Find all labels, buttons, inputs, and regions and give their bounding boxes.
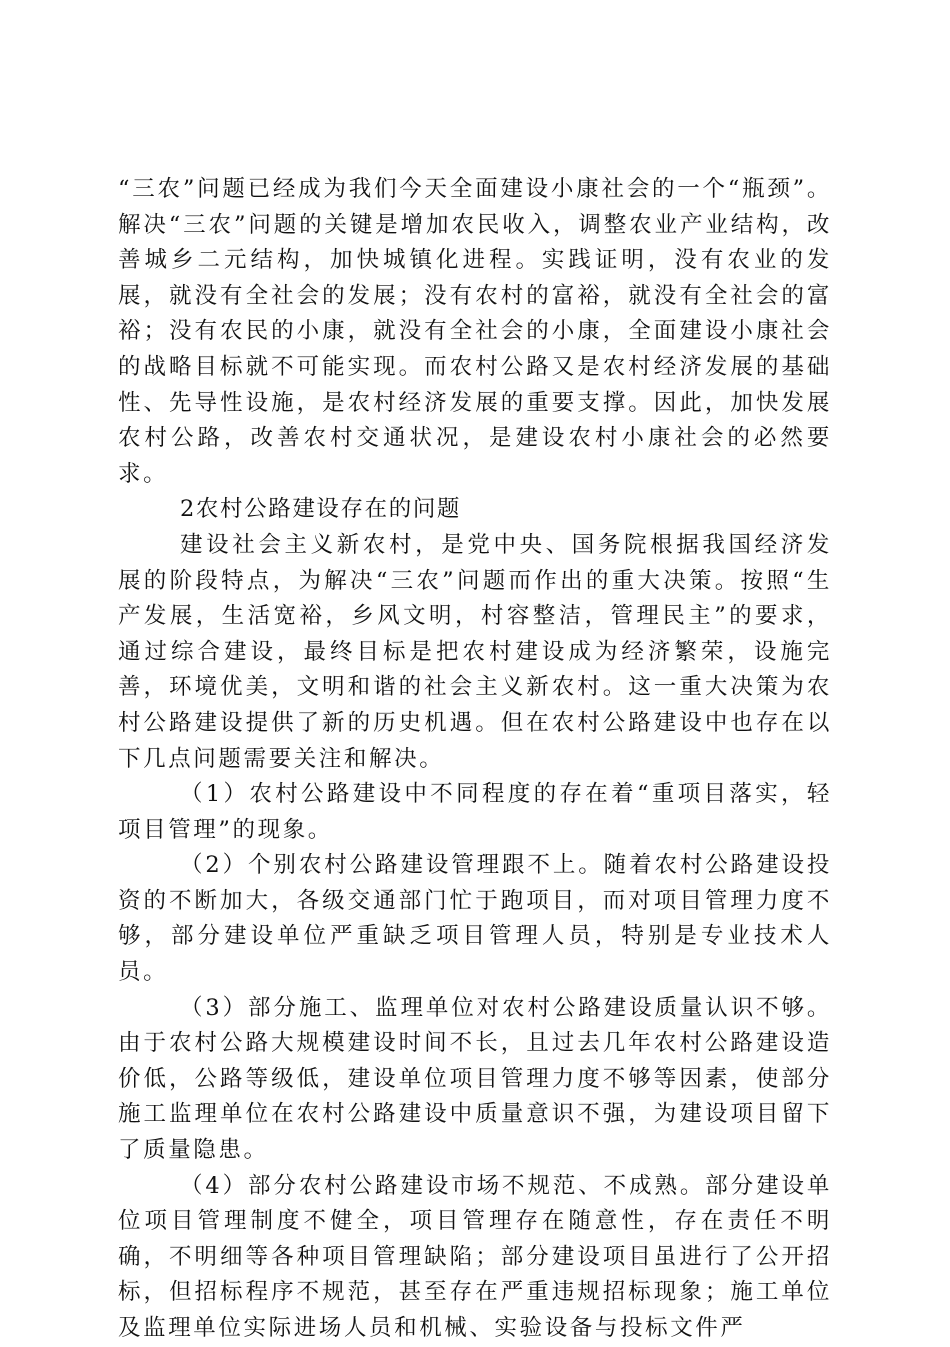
list-item-1: （1）农村公路建设中不同程度的存在着“重项目落实，轻项目管理”的现象。 (118, 781, 832, 843)
document-body (118, 172, 832, 1347)
paragraph-new-countryside: 建设社会主义新农村，是党中央、国务院根据我国经济发展的阶段特点，为解决“三农”问题而作出的重大决策。按照“生产发展，生活宽裕，乡风文明，村容整洁，管理民主”的要求，通过综合建设，最终目标是把农村建设成为经济繁荣，设施完善，环境优美，文明和谐的社会主义新农村。这一重大决策为农村公路建设提供了新的历史机遇。但在农村公路建设中也存在以下几点问题需要关注和解决。 (118, 531, 832, 772)
list-item-4: （4）部分农村公路建设市场不规范、不成熟。部分建设单位项目管理制度不健全，项目管理存在随意性，存在责任不明确，不明细等各种项目管理缺陷；部分建设项目虽进行了公开招标，但招标程序不规范，甚至存在严重违规招标现象；施工单位及监理单位实际进场人员和机械、实验设备与投标文件严 (118, 1172, 832, 1341)
list-item-3: （3）部分施工、监理单位对农村公路建设质量认识不够。由于农村公路大规模建设时间不长，且过去几年农村公路建设造价低，公路等级低，建设单位项目管理力度不够等因素，使部分施工监理单位在农村公路建设中质量意识不强，为建设项目留下了质量隐患。 (118, 994, 832, 1164)
section-heading: 2农村公路建设存在的问题 (180, 496, 462, 523)
paragraph-intro: “三农”问题已经成为我们今天全面建设小康社会的一个“瓶颈”。解决“三农”问题的关键是增加农民收入，调整农业产业结构，改善城乡二元结构，加快城镇化进程。实践证明，没有农业的发展，就没有全社会的发展；没有农村的富裕，就没有全社会的富裕；没有农民的小康，就没有全社会的小康，全面建设小康社会的战略目标就不可能实现。而农村公路又是农村经济发展的基础性、先导性设施，是农村经济发展的重要支撑。因此，加快发展农村公路，改善农村交通状况，是建设农村小康社会的必然要求。 (118, 176, 832, 487)
list-item-2: （2）个别农村公路建设管理跟不上。随着农村公路建设投资的不断加大，各级交通部门忙于跑项目，而对项目管理力度不够，部分建设单位严重缺乏项目管理人员，特别是专业技术人员。 (118, 852, 832, 986)
